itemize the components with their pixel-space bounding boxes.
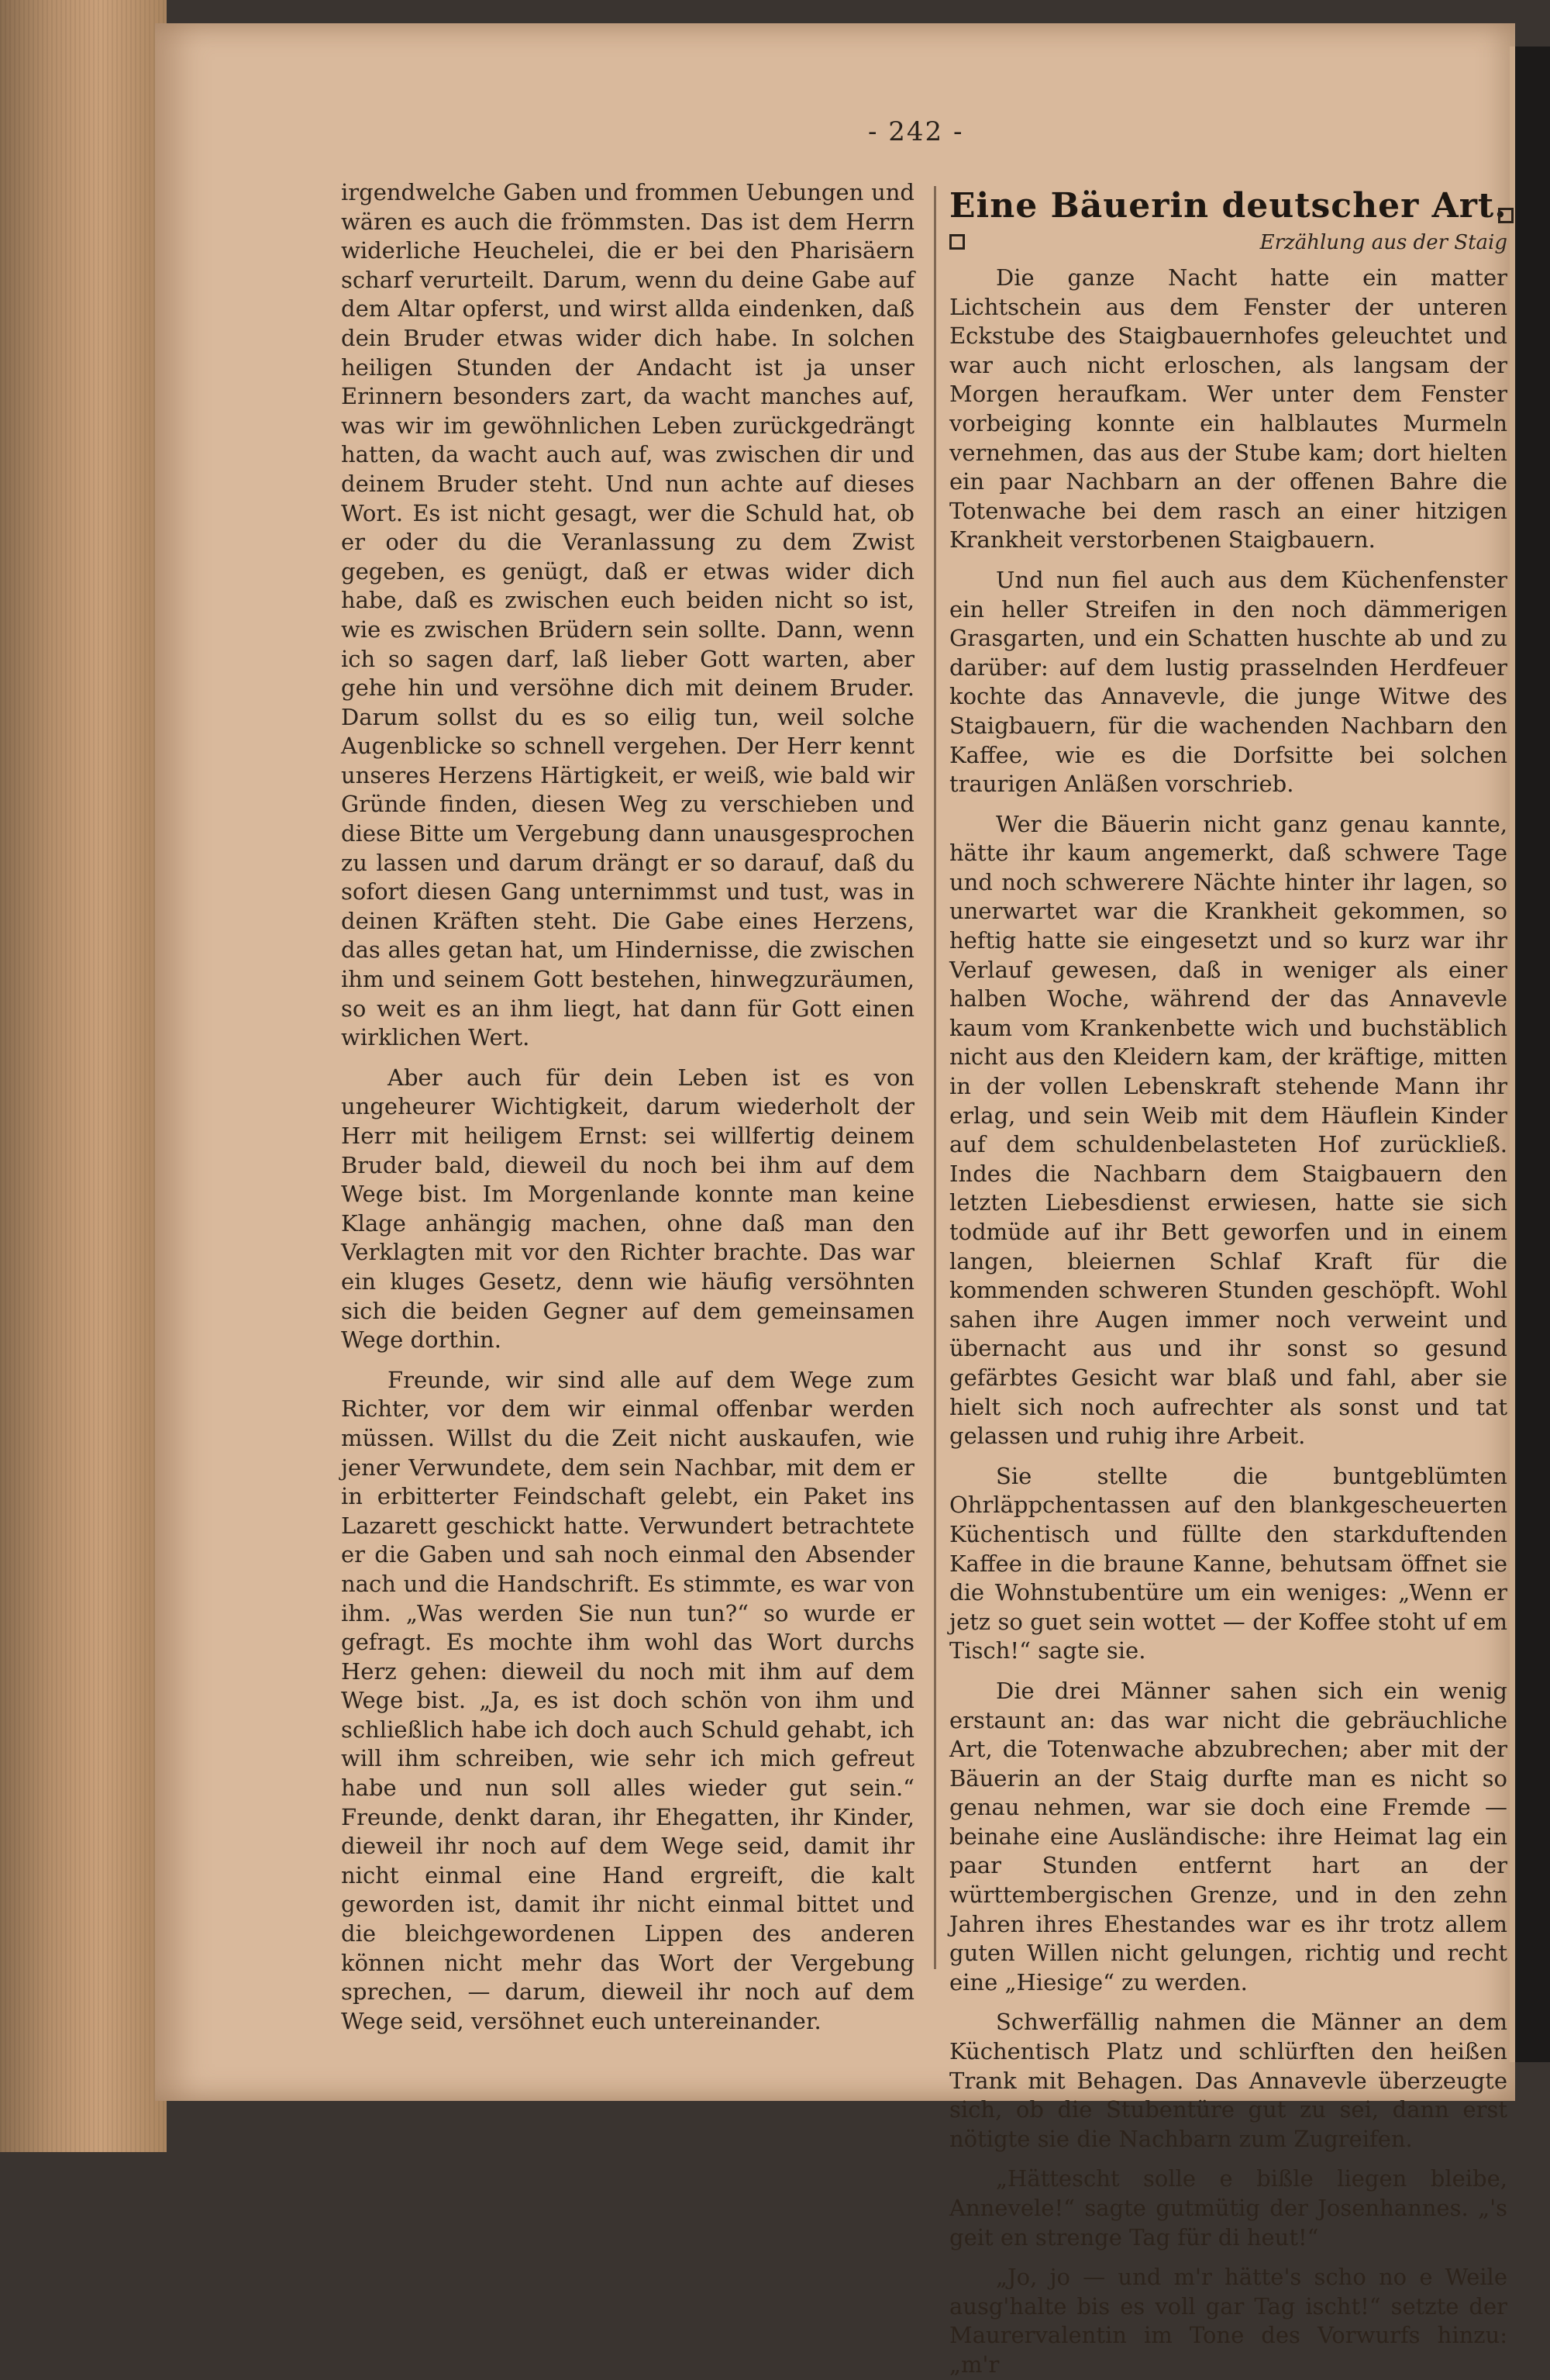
column-divider xyxy=(934,186,936,1969)
square-ornament-icon xyxy=(1498,208,1514,223)
page-number: - 242 - xyxy=(868,116,964,147)
right-paragraph: Die ganze Nacht hatte ein matter Lichtschein aus dem Fenster der unteren Eckstube des Staigbauernhofes geleuchtet und war auch nicht erloschen, als langsam der Morgen heraufkam. Wer unter dem Fenster vorbeiging konnte ein halblautes Murmeln vernehmen, das aus der Stube kam; dort hielten ein paar Nachbarn an der offenen Bahre die Totenwache bei dem rasch an einer hitzigen Krankheit verstorbenen Staigbauern. xyxy=(949,264,1507,554)
left-paragraph: Freunde, wir sind alle auf dem Wege zum Richter, vor dem wir einmal offenbar werden müssen. Willst du die Zeit nicht auskaufen, wie jener Verwundete, dem sein Nachbar, mit dem er in erbitterter Feindschaft gelebt, ein Paket ins Lazarett geschickt hatte. Verwundert betrachtete er die Gaben und sah noch einmal den Absender nach und die Handschrift. Es stimmte, es war von ihm. „Was werden Sie nun tun?“ so wurde er gefragt. Es mochte ihm wohl das Wort durchs Herz gehen: dieweil du noch mit ihm auf dem Wege bist. „Ja, es ist doch schön von ihm und schließlich habe ich doch auch Schuld gehabt, ich will ihm schreiben, wie sehr ich mich gefreut habe und nun soll alles wieder gut sein.“ Freunde, denkt daran, ihr Ehegatten, ihr Kinder, dieweil ihr noch auf dem Wege seid, damit ihr nicht einmal eine Hand ergreift, die kalt geworden ist, damit ihr nicht einmal bittet und die bleichgewordenen Lippen des anderen können nicht mehr das Wort der Vergebung sprechen, — darum, dieweil ihr noch auf dem Wege seid, versöhnet euch untereinander. xyxy=(341,1366,914,2034)
right-paragraph: Wer die Bäuerin nicht ganz genau kannte, hätte ihr kaum angemerkt, daß schwere Tage und noch schwerere Nächte hinter ihr lagen, so unerwartet war die Krankheit gekommen, so heftig hatte sie eingesetzt und so kurz war ihr Verlauf gewesen, daß in weniger als einer halben Woche, während der das Annavevle kaum vom Krankenbette wich und buchstäblich nicht aus den Kleidern kam, der kräftige, mitten in der vollen Lebenskraft stehende Mann ihr erlag, und sein Weib mit dem Häuflein Kinder auf dem schuldenbelasteten Hof zurückließ. Indes die Nachbarn dem Staigbauern den letzten Liebesdienst erwiesen, hatte sie sich todmüde auf ihr Bett geworfen und in einem langen, bleiernen Schlaf Kraft für die kommenden schweren Stunden geschöpft. Wohl sahen ihre Augen immer noch verweint und übernacht aus und ihr sonst so gesund gefärbtes Gesicht war blaß und fahl, aber sie hielt sich noch aufrechter als sonst und tat gelassen und ruhig ihre Arbeit. xyxy=(949,810,1507,1450)
right-paragraph: Die drei Männer sahen sich ein wenig erstaunt an: das war nicht die gebräuchliche Art, die Totenwache abzubrechen; aber mit der Bäuerin an der Staig durfte man es nicht so genau nehmen, war sie doch eine Fremde — beinahe eine Ausländische: ihre Heimat lag ein paar Stunden entfernt hart an der württembergischen Grenze, und in den zehn Jahren ihres Ehestandes war es ihr trotz allem guten Willen nicht gelungen, richtig und recht eine „Hiesige“ zu werden. xyxy=(949,1677,1507,1995)
right-paragraph: Schwerfällig nahmen die Männer an dem Küchentisch Platz und schlürften den heißen Trank mit Behagen. Das Annavevle überzeugte sich, ob die Stubentüre gut zu sei, dann erst nötigte sie die Nachbarn zum Zugreifen. xyxy=(949,2009,1507,2152)
left-paragraph: Aber auch für dein Leben ist es von ungeheurer Wichtigkeit, darum wiederholt der Herr mit heiligem Ernst: sei willfertig deinem Bruder bald, dieweil du noch bei ihm auf dem Wege bist. Im Morgenlande konnte man keine Klage anhängig machen, ohne daß man den Verklagten mit vor den Richter brachte. Das war ein kluges Gesetz, denn wie häufig versöhnten sich die beiden Gegner auf dem gemeinsamen Wege dorthin. xyxy=(341,1064,914,1354)
right-paragraph: „Hättescht solle e bißle liegen bleibe, Annevele!“ sagte gutmütig der Josenhannes. „'s geit en strenge Tag für di heut!“ xyxy=(949,2165,1507,2251)
book-spine-background xyxy=(1515,47,1550,2062)
book-page-edges xyxy=(0,0,167,2152)
article-title: Eine Bäuerin deutscher Art. xyxy=(949,186,1507,226)
right-column xyxy=(949,264,1507,2380)
right-paragraph: Sie stellte die buntgeblümten Ohrläppchentassen auf den blankgescheuerten Küchentisch und füllte den starkduftenden Kaffee in die braune Kanne, behutsam öffnet sie die Wohnstubentüre um ein weniges: „Wenn er jetz so guet sein wottet — der Koffee stoht uf em Tisch!“ sagte sie. xyxy=(949,1462,1507,1664)
right-paragraph: Und nun fiel auch aus dem Küchenfenster ein heller Streifen in den noch dämmerigen Grasgarten, und ein Schatten huschte ab und zu darüber: auf dem lustig prasselnden Herdfeuer kochte das Annavevle, die junge Witwe des Staigbauern, für die wachenden Nachbarn den Kaffee, wie es die Dorfsitte bei solchen traurigen Anläßen vorschrieb. xyxy=(949,566,1507,798)
left-paragraph: irgendwelche Gaben und frommen Uebungen und wären es auch die frömmsten. Das ist dem Herrn widerliche Heuchelei, die er bei den Pharisäern scharf verurteilt. Darum, wenn du deine Gabe auf dem Altar opferst, und wirst allda eindenken, daß dein Bruder etwas wider dich habe. In solchen heiligen Stunden der Andacht ist ja unser Erinnern besonders zart, da wacht manches auf, was wir im gewöhnlichen Leben zurückgedrängt hatten, da wacht auch auf, was zwischen dir und deinem Bruder steht. Und nun achte auf dieses Wort. Es ist nicht gesagt, wer die Schuld hat, ob er oder du die Veranlassung zu dem Zwist gegeben, es genügt, daß er etwas wider dich habe, daß es zwischen euch beiden nicht so ist, wie es zwischen Brüdern sein sollte. Dann, wenn ich so sagen darf, laß lieber Gott warten, aber gehe hin und versöhne dich mit deinem Bruder. Darum sollst du es so eilig tun, weil solche Augenblicke so schnell vergehen. Der Herr kennt unseres Herzens Härtigkeit, er weiß, wie bald wir Gründe finden, diesen Weg zu verschieben und diese Bitte um Vergebung dann unausgesprochen zu lassen und darum drängt er so darauf, daß du sofort diesen Gang unternimmst und tust, was in deinen Kräften steht. Die Gabe eines Herzens, das alles getan hat, um Hindernisse, die zwischen ihm und seinem Gott bestehen, hinwegzuräumen, so weit es an ihm liegt, hat dann für Gott einen wirklichen Wert. xyxy=(341,179,914,1051)
square-ornament-icon xyxy=(949,234,965,250)
article-header xyxy=(949,186,1507,254)
right-paragraph: „Jo, jo — und m'r hätte's scho no e Weile ausg'halte bis es voll gar Tag ischt!“ setzte der Maurervalentin im Tone des Vorwurfs hinzu: „m'r xyxy=(949,2264,1507,2378)
article-subtitle: Erzählung aus der Staig xyxy=(1259,231,1507,254)
left-column xyxy=(341,178,914,2036)
